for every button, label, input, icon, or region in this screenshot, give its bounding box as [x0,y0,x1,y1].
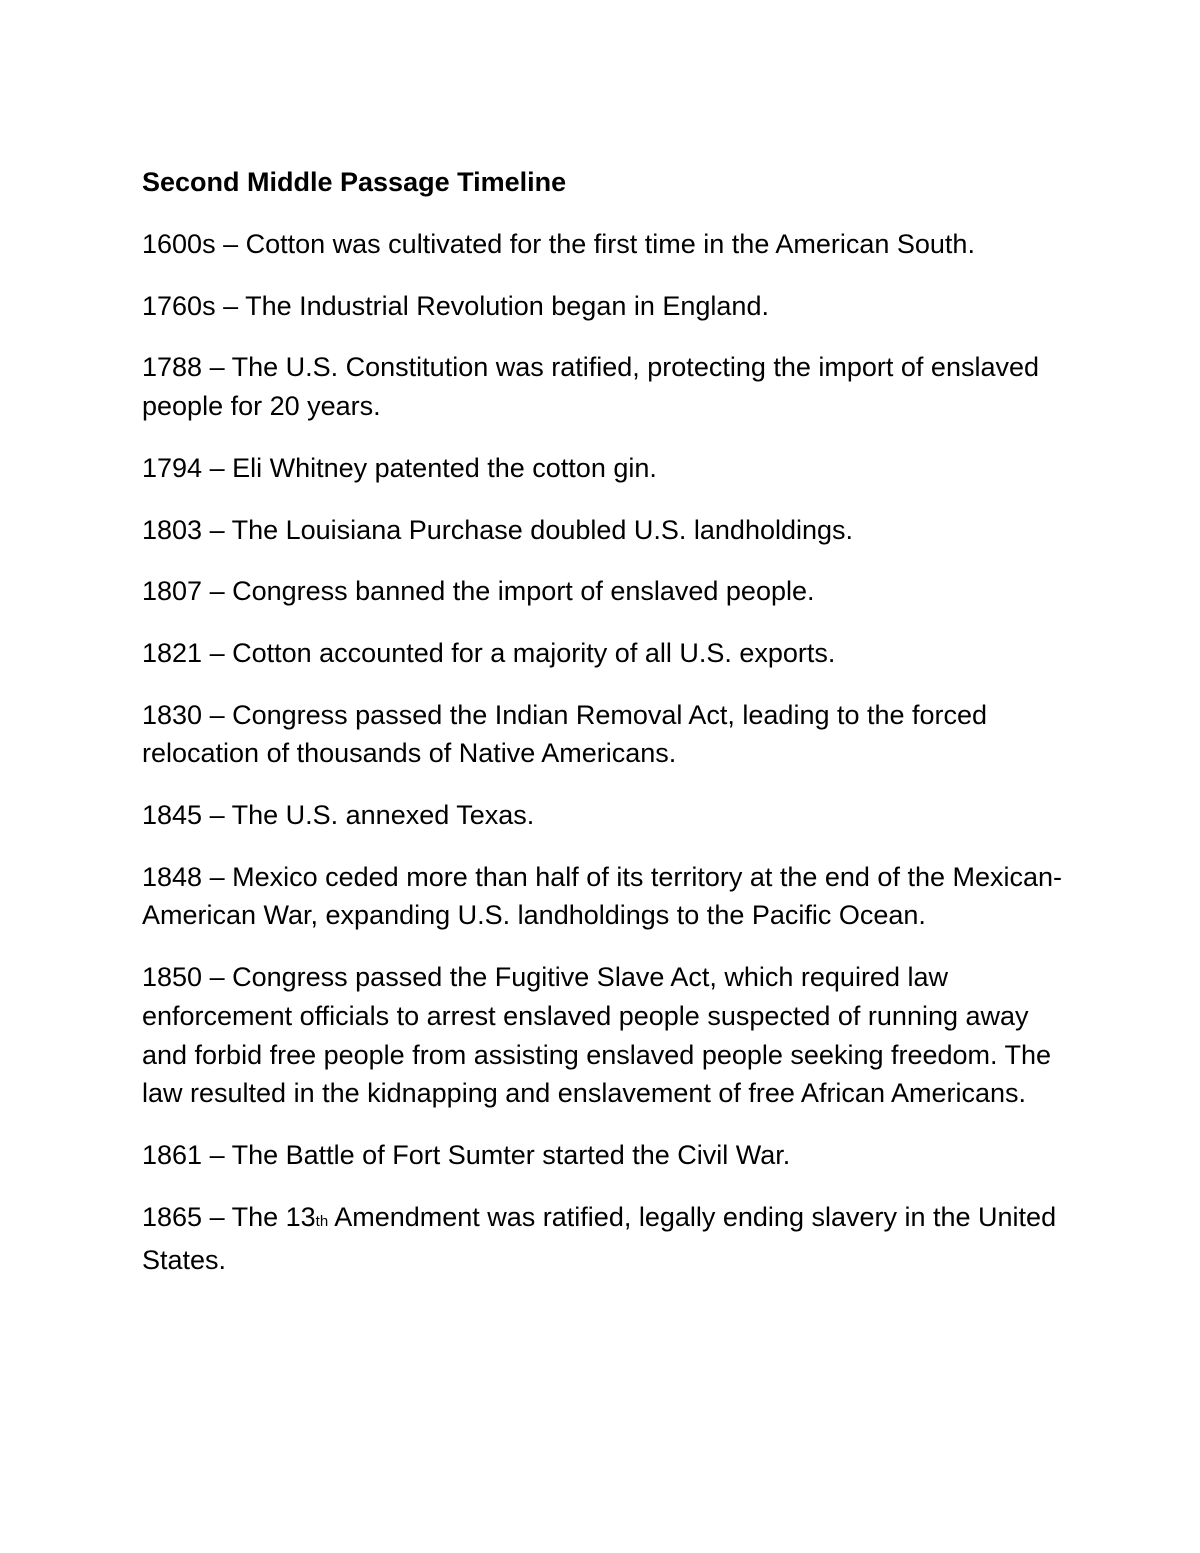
timeline-entry [142,634,1072,673]
entry-separator: – [215,229,246,259]
entry-separator: – [202,1139,232,1170]
entry-text-before: The 13 [231,1201,316,1232]
entry-separator: – [202,800,232,831]
entry-year: 1850 [142,962,203,993]
timeline-entry [142,1198,1072,1280]
entry-separator: – [202,699,233,730]
document-title: Second Middle Passage Timeline [142,167,567,197]
entry-text: Congress passed the Fugitive Slave Act, which required law enforcement officials to arrest enslaved people suspected of running away and forbid free people from assisting enslaved people seeking freedom. The law resulted in the kidnapping and enslavement of free African Americans. [142,962,1052,1109]
timeline-entry [142,858,1072,935]
timeline-entry [142,572,1072,611]
entry-text: Congress passed the Indian Removal Act, leading to the forced relocation of thousands of Native Americans. [142,699,988,769]
entry-year: 1830 [142,699,203,730]
timeline-entry [142,511,1072,550]
entry-text: The Battle of Fort Sumter started the Civil War. [231,1139,791,1170]
timeline-entry [142,287,1072,326]
timeline-entry [142,958,1072,1113]
entry-year: 1845 [142,800,203,831]
entry-year: 1861 [142,1139,203,1170]
entry-text: Cotton was cultivated for the first time in the American South. [245,229,975,259]
entry-text: Cotton accounted for a majority of all U.S. exports. [232,637,836,668]
entry-separator: – [215,290,246,321]
entry-separator: – [202,1201,232,1232]
entry-year: 1760s [142,290,216,321]
entry-year: 1803 [142,514,203,545]
entry-text: The Industrial Revolution began in England. [245,290,769,321]
timeline-entry [142,348,1072,425]
entry-text: The U.S. Constitution was ratified, protecting the import of enslaved people for 20 years. [142,352,1040,422]
entry-separator: – [202,352,232,383]
entry-separator: – [202,452,233,483]
entry-year: 1600s [142,229,216,259]
entry-year: 1788 [142,352,203,383]
entry-year: 1865 [142,1201,203,1232]
timeline-entry [142,796,1072,835]
entry-year: 1807 [142,576,203,607]
entry-text: Congress banned the import of enslaved people. [232,576,815,607]
entry-separator: – [202,861,233,892]
timeline-entry [142,1136,1072,1175]
entry-text-after: Amendment was ratified, legally ending slavery in the United States. [142,1201,1057,1276]
timeline-entry [142,449,1072,488]
entry-separator: – [202,637,233,668]
entry-text: Mexico ceded more than half of its territory at the end of the Mexican-American War, expanding U.S. landholdings to the Pacific Ocean. [142,861,1063,931]
entry-separator: – [202,576,233,607]
document-page [142,163,1072,1303]
entry-year: 1848 [142,861,203,892]
entry-text: Eli Whitney patented the cotton gin. [232,452,657,483]
timeline-entry [142,696,1072,773]
entry-text: The U.S. annexed Texas. [231,800,535,831]
entry-text: The Louisiana Purchase doubled U.S. landholdings. [231,514,854,545]
entry-separator: – [202,514,232,545]
ordinal-suffix: th [315,1212,329,1230]
timeline-entry [142,225,1072,264]
entry-year: 1794 [142,452,203,483]
entry-year: 1821 [142,637,203,668]
entry-separator: – [202,962,233,993]
